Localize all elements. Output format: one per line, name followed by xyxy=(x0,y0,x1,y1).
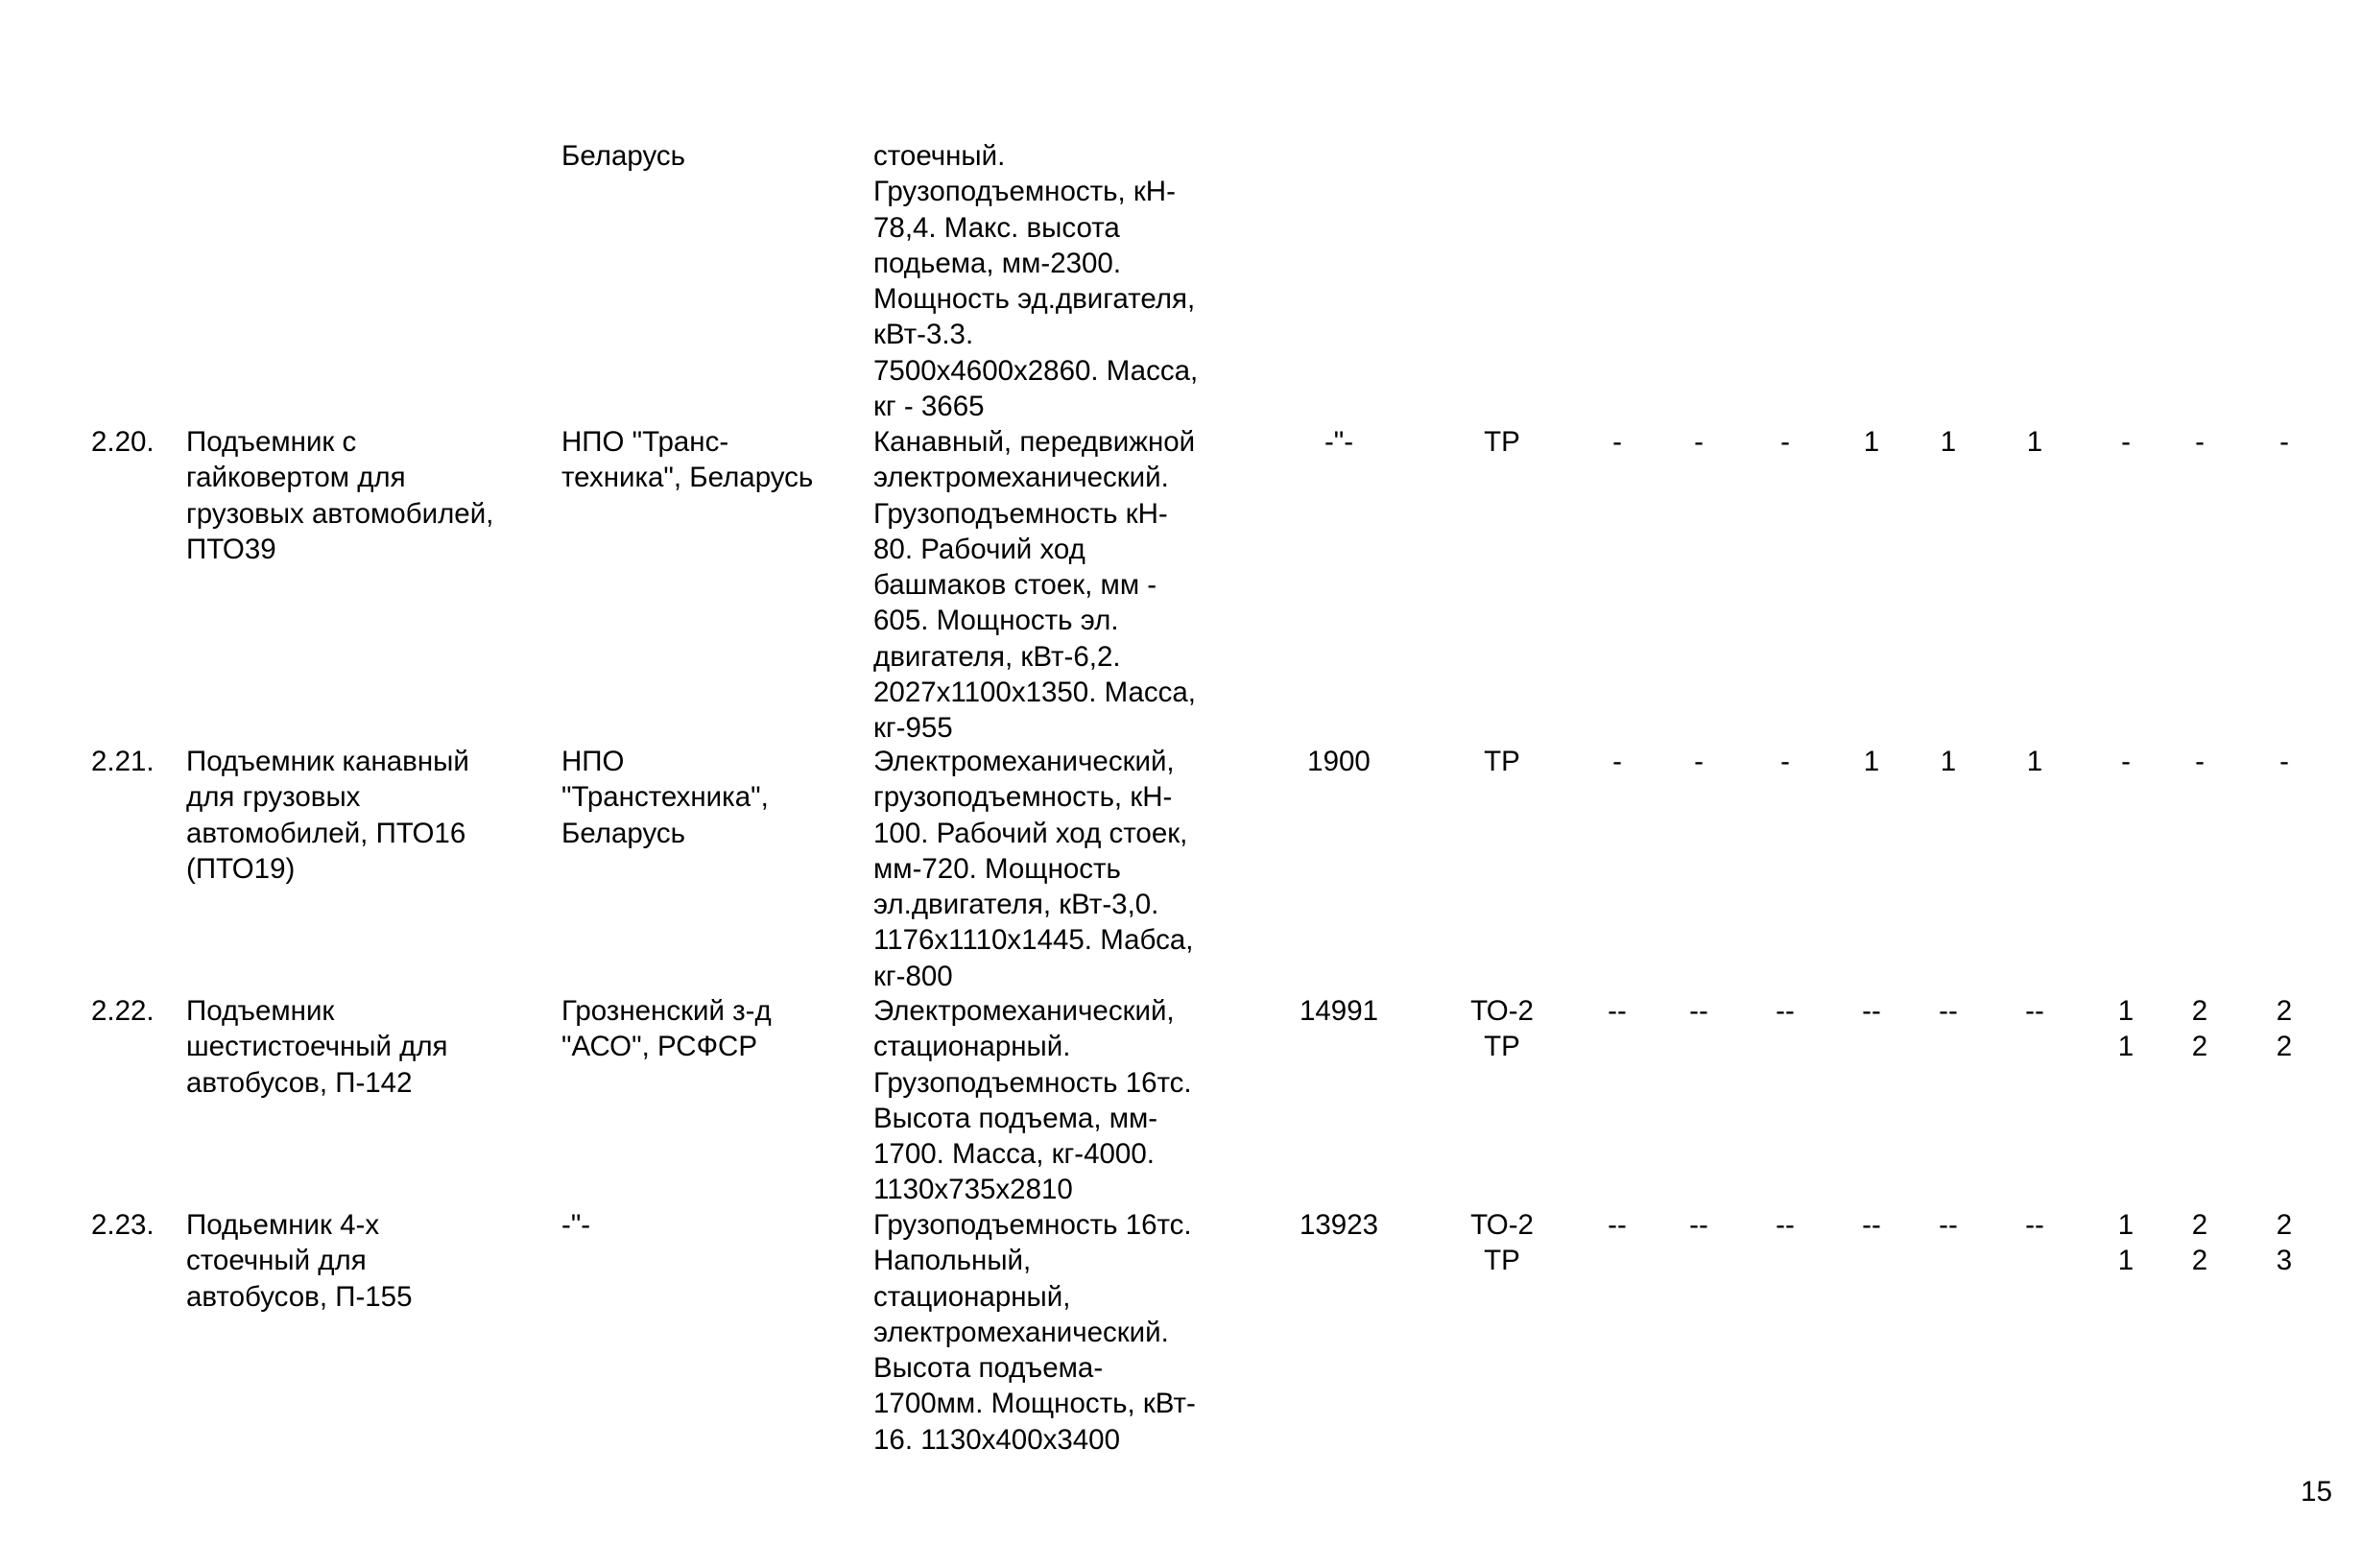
quantity-cell: - xyxy=(2121,746,2131,777)
manufacturer: НПО "Транстехника", Беларусь xyxy=(561,746,769,849)
quantity-cell: - xyxy=(2121,426,2131,458)
quantity-cell: 1 xyxy=(1863,746,1880,777)
manufacturer: -"- xyxy=(561,1209,591,1241)
equipment-name: Подьемник 4-х стоечный для автобусов, П-155 xyxy=(186,1209,413,1313)
quantity-cell: -- xyxy=(1608,995,1627,1027)
quantity-cell: 1 xyxy=(1863,426,1880,458)
maintenance-type: ТО-2 ТР xyxy=(1470,1209,1534,1277)
specification: Электромеханический, грузоподъемность, кН- 100. Рабочий ход стоек, мм-720. Мощность эл.двигателя, кВт-3,0. 1176x1110x1445. Мабса, кг-800 xyxy=(873,746,1194,992)
quantity-cell: -- xyxy=(1776,995,1795,1027)
quantity-cell: 1 xyxy=(1940,426,1957,458)
price: 14991 xyxy=(1299,995,1379,1027)
continued-manufacturer: Беларусь xyxy=(561,140,686,172)
row-number: 2.23. xyxy=(91,1209,155,1241)
quantity-cell: 1 xyxy=(2026,426,2043,458)
quantity-cell: -- xyxy=(1939,1209,1958,1241)
equipment-name: Подъемник с гайковертом для грузовых автомобилей, ПТО39 xyxy=(186,426,494,565)
maintenance-type: ТР xyxy=(1484,426,1520,458)
quantity-cell: - xyxy=(1780,746,1790,777)
maintenance-type: ТО-2 ТР xyxy=(1470,995,1534,1063)
quantity-cell: - xyxy=(1612,746,1622,777)
quantity-cell: - xyxy=(2279,746,2289,777)
equipment-name: Подъемник шестистоечный для автобусов, П-142 xyxy=(186,995,448,1099)
quantity-cell: - xyxy=(2195,746,2205,777)
row-number: 2.20. xyxy=(91,426,155,458)
quantity-cell: 1 1 xyxy=(2117,995,2134,1063)
quantity-cell: -- xyxy=(1776,1209,1795,1241)
price: 13923 xyxy=(1299,1209,1379,1241)
quantity-cell: -- xyxy=(2025,995,2044,1027)
quantity-cell: -- xyxy=(1608,1209,1627,1241)
quantity-cell: -- xyxy=(1862,995,1881,1027)
price: -"- xyxy=(1324,426,1354,458)
manufacturer: НПО "Транс- техника", Беларусь xyxy=(561,426,814,494)
row-number: 2.21. xyxy=(91,746,155,777)
quantity-cell: -- xyxy=(1689,1209,1708,1241)
quantity-cell: 1 xyxy=(1940,746,1957,777)
row-number: 2.22. xyxy=(91,995,155,1027)
specification: Грузоподъемность 16тс. Напольный, стационарный, электромеханический. Высота подъема- 1700мм. Мощность, кВт- 16. 1130x400x3400 xyxy=(873,1209,1196,1456)
quantity-cell: - xyxy=(1694,426,1704,458)
page-number: 15 xyxy=(2301,1476,2332,1508)
quantity-cell: - xyxy=(2195,426,2205,458)
manufacturer: Грозненский з-д "АСО", РСФСР xyxy=(561,995,772,1063)
quantity-cell: - xyxy=(1612,426,1622,458)
maintenance-type: ТР xyxy=(1484,746,1520,777)
quantity-cell: 2 3 xyxy=(2276,1209,2293,1277)
quantity-cell: - xyxy=(1780,426,1790,458)
quantity-cell: 1 xyxy=(2026,746,2043,777)
specification: Канавный, передвижной электромеханический. Грузоподъемность кН- 80. Рабочий ход башмаков стоек, мм - 605. Мощность эл. двигателя, кВт-6,2. 2027x1100x1350. Масса, кг-955 xyxy=(873,426,1196,745)
quantity-cell: - xyxy=(2279,426,2289,458)
quantity-cell: 1 1 xyxy=(2117,1209,2134,1277)
quantity-cell: -- xyxy=(1689,995,1708,1027)
quantity-cell: -- xyxy=(1862,1209,1881,1241)
quantity-cell: - xyxy=(1694,746,1704,777)
quantity-cell: 2 2 xyxy=(2191,1209,2208,1277)
equipment-name: Подъемник канавный для грузовых автомобилей, ПТО16 (ПТО19) xyxy=(186,746,469,885)
quantity-cell: 2 2 xyxy=(2276,995,2293,1063)
quantity-cell: -- xyxy=(1939,995,1958,1027)
continued-spec: стоечный. Грузоподъемность, кН- 78,4. Макс. высота подьема, мм-2300. Мощность эд.двигателя, кВт-3.3. 7500x4600x2860. Масса, кг - 3665 xyxy=(873,140,1199,423)
quantity-cell: -- xyxy=(2025,1209,2044,1241)
specification: Электромеханический, стационарный. Грузоподъемность 16тс. Высота подъема, мм- 1700. Масса, кг-4000. 1130x735x2810 xyxy=(873,995,1192,1206)
price: 1900 xyxy=(1307,746,1371,777)
quantity-cell: 2 2 xyxy=(2191,995,2208,1063)
